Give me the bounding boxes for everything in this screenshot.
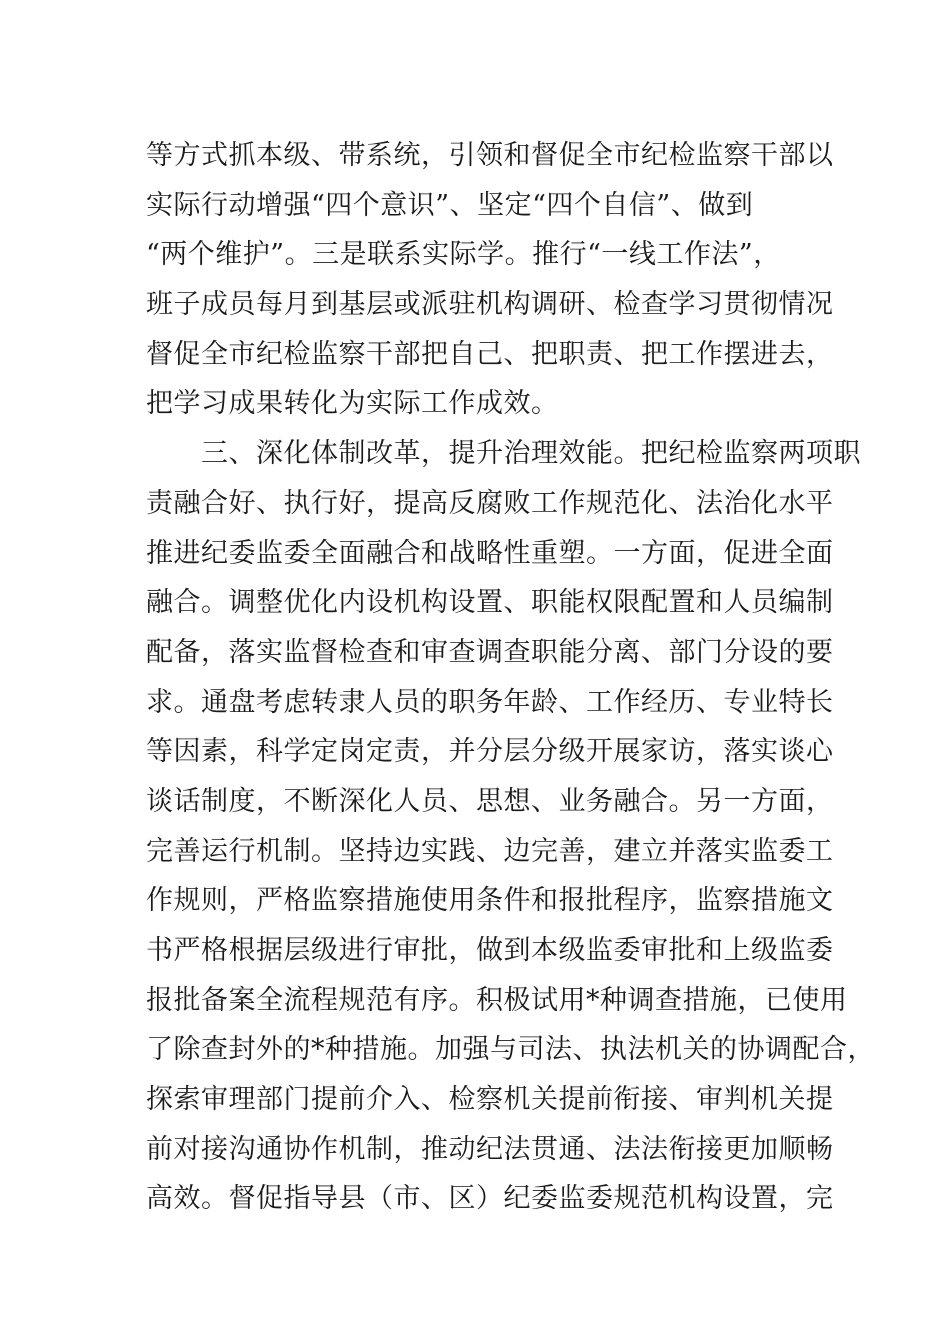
text-line: 前对接沟通协作机制，推动纪法贯通、法法衔接更加顺畅	[146, 1133, 834, 1165]
text-line: 探索审理部门提前介入、检察机关提前衔接、审判机关提	[146, 1084, 834, 1116]
text-line: 作规则，严格监察措施使用条件和报批程序，监察措施文	[146, 885, 834, 917]
section-heading-line: 三、深化体制改革，提升治理效能。把纪检监察两项职	[146, 438, 861, 470]
text-line: 责融合好、执行好，提高反腐败工作规范化、法治化水平	[146, 487, 834, 519]
text-line: 配备，落实监督检查和审查调查职能分离、部门分设的要	[146, 636, 834, 668]
text-line: “两个维护”。三是联系实际学。推行“一线工作法”，	[146, 239, 781, 271]
text-line: 推进纪委监委全面融合和战略性重塑。一方面，促进全面	[146, 537, 834, 569]
text-line: 实际行动增强“四个意识”、坚定“四个自信”、做到	[146, 189, 754, 221]
text-line: 把学习成果转化为实际工作成效。	[146, 388, 559, 420]
text-line: 等因素，科学定岗定责，并分层分级开展家访，落实谈心	[146, 736, 834, 768]
text-line: 高效。督促指导县（市、区）纪委监委规范机构设置，完	[146, 1183, 834, 1215]
text-line: 报批备案全流程规范有序。积极试用*种调查措施，已使用	[146, 984, 848, 1016]
text-line: 班子成员每月到基层或派驻机构调研、检查学习贯彻情况	[146, 289, 834, 321]
text-line: 督促全市纪检监察干部把自己、把职责、把工作摆进去，	[146, 338, 834, 370]
text-line: 书严格根据层级进行审批，做到本级监委审批和上级监委	[146, 935, 834, 966]
body-text	[146, 131, 875, 1224]
text-line: 融合。调整优化内设机构设置、职能权限配置和人员编制	[146, 587, 834, 619]
text-line: 了除查封外的*种措施。加强与司法、执法机关的协调配合，	[146, 1034, 875, 1066]
text-line: 完善运行机制。坚持边实践、边完善，建立并落实监委工	[146, 835, 834, 867]
text-line: 求。通盘考虑转隶人员的职务年龄、工作经历、专业特长	[146, 686, 834, 718]
text-line: 等方式抓本级、带系统，引领和督促全市纪检监察干部以	[146, 140, 834, 171]
text-line: 谈话制度，不断深化人员、思想、业务融合。另一方面，	[146, 785, 834, 817]
